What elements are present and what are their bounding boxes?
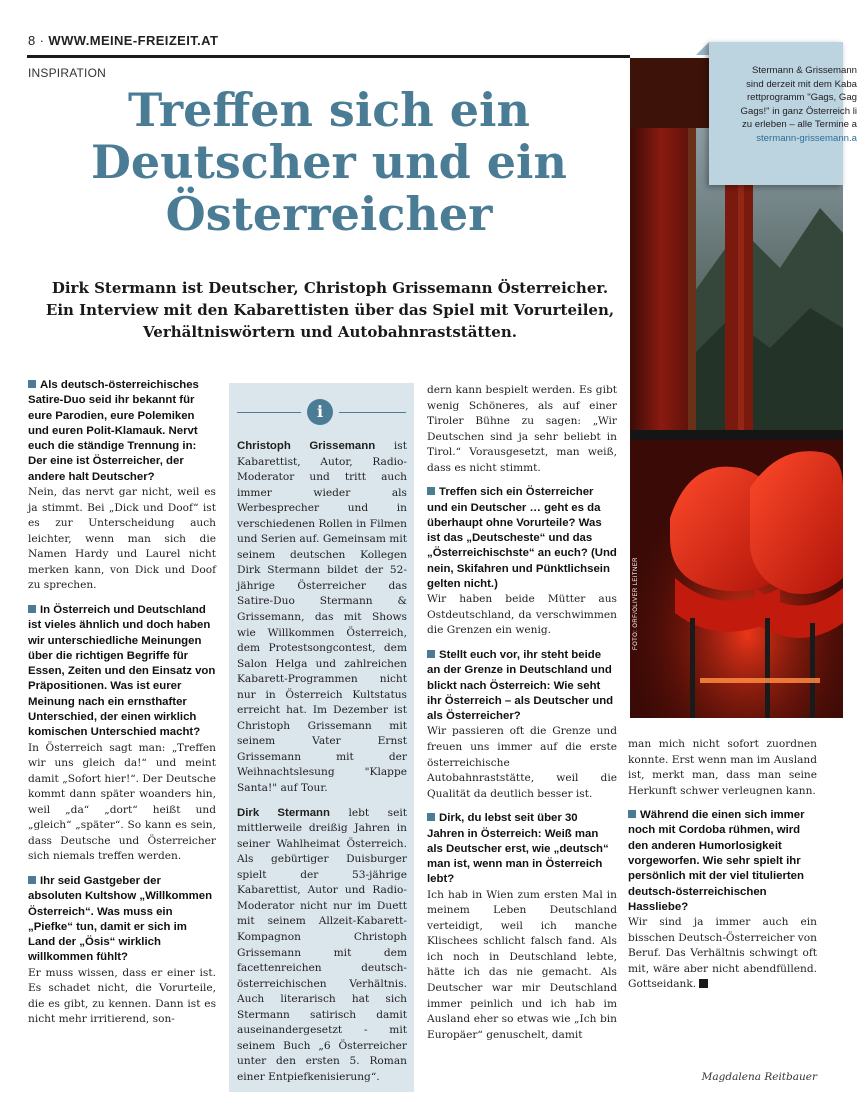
interview-question: Dirk, du lebst seit über 30 Jahren in Österreich: Weiß man als Deutscher erst, wie „deutsch“ man ist, wenn man in Österreich lebt? bbox=[427, 812, 609, 886]
interview-answer: Wir haben beide Mütter aus Ostdeutschland, da verschwimmen die Grenzen ein wenig. bbox=[427, 593, 617, 637]
end-of-article-icon bbox=[699, 979, 708, 988]
photo-credit: FOTO: ORF/OLIVER LEITNER bbox=[633, 557, 639, 650]
question-marker-icon bbox=[28, 605, 36, 613]
article-lead bbox=[40, 277, 620, 343]
interview-question: Stellt euch vor, ihr steht beide an der Grenze in Deutschland und blickt nach Österreich: Wie seht ihr Österreich – als Deutscher und als Österreicher? bbox=[427, 649, 614, 723]
person-name: Dirk Stermann bbox=[237, 806, 330, 819]
callout-link[interactable]: stermann-grissemann.a bbox=[756, 132, 857, 144]
site-url[interactable]: WWW.MEINE-FREIZEIT.AT bbox=[48, 33, 219, 48]
info-rule-left bbox=[237, 412, 301, 413]
interview-question: Treffen sich ein Österreicher und ein Deutscher … geht es da überhaupt ohne Vorurteile? Was ist das „Deutscheste“ und das „Österreichischste“ an euch? (Und nein, Skifahren und Pünktlichsein gelten nicht.) bbox=[427, 486, 617, 591]
page-header bbox=[28, 33, 218, 48]
article-headline bbox=[28, 84, 630, 240]
interview-question: Als deutsch-österreichisches Satire-Duo seid ihr bekannt für eure Parodien, eure Polemiken und euren Polit-Klamauk. Nervt euch die ständige Trennung in: Der eine ist Österreicher, der andere halt Deutscher? bbox=[28, 379, 199, 483]
lead-line: Verhältniswörtern und Autobahnraststätten. bbox=[143, 323, 517, 341]
interview-question: In Österreich und Deutschland ist vieles ähnlich und doch haben wir unterschiedliche Meinungen über die richtigen Begriffe für Essen, Zeiten und den Einsatz von Präpositionen. Was ist eurer Meinung nach ein ernsthafter Unterschied, der einen wirklich komischen Unterschied macht? bbox=[28, 603, 216, 739]
question-marker-icon bbox=[28, 380, 36, 388]
headline-line: Österreicher bbox=[165, 187, 493, 241]
question-marker-icon bbox=[427, 650, 435, 658]
question-marker-icon bbox=[28, 876, 36, 884]
info-rule-right bbox=[339, 412, 406, 413]
question-marker-icon bbox=[628, 810, 636, 818]
interview-answer: Er muss wissen, dass er einer ist. Es schadet nicht, die Vorurteile, die es gibt, zu kennen. Dann ist es nicht mehr irritierend, son- bbox=[28, 966, 216, 1026]
info-paragraph: Dirk Stermann lebt seit mittlerweile dreißig Jahren in seiner Wahlheimat Österreich. Als gebürtiger Duisburger spielt der 53-jährige Kabarettist, Autor und Radio-Moderator nicht nur im Duett mit seinem Allzeit-Kabarett-Kompagnon Christoph Grissemann mit dem facettenreichen deutsch-österreichischen Verhältnis. Auch literarisch hat sich Stermann satirisch damit auseinandergesetzt - mit seinem Buch „6 Österreicher unter den ersten 5. Roman einer Entpiefkenisierung“. bbox=[237, 806, 407, 1083]
interview-answer: dern kann bespielt werden. Es gibt wenig Schöneres, als auf einer Tiroler Bühne zu sagen: „Wir Deutschen sind ja sehr beliebt in Tirol.“ Vorausgesetzt, man weiß, dass es nicht stimmt. bbox=[427, 384, 617, 474]
interview-answer: man mich nicht sofort zuordnen konnte. Erst wenn man im Ausland ist, merkt man, dass man seine Herkunft schwer verleugnen kann. bbox=[628, 738, 817, 797]
section-kicker: INSPIRATION bbox=[28, 66, 106, 80]
person-name: Christoph Grissemann bbox=[237, 440, 376, 452]
interview-answer: Nein, das nervt gar nicht, weil es ja stimmt. Bei „Dick und Doof“ ist es zur Unterscheidung auch leichter, wenn man sich die Namen Hardy und Laurel nicht merken kann, von Dick und Doof zu sprechen. bbox=[28, 486, 216, 592]
article-column-4 bbox=[628, 737, 817, 1037]
interview-answer: In Österreich sagt man: „Treffen wir uns gleich da!“ und meint damit „Sofort hier!“. Der Deutsche kommt dann später woanders hin, weil „da“ „dort“ heißt und „gleich“ „später“. So kann es sein, dass Deutsche und Österreicher sich niemals treffen werden. bbox=[28, 741, 216, 863]
interview-answer: Wir sind ja immer auch ein bisschen Deutsch-Österreicher von Beruf. Das Verhältnis schwingt oft mit, wäre aber nicht abendfüllend. Gottseidank. bbox=[628, 916, 817, 991]
interview-question: Während die einen sich immer noch mit Cordoba rühmen, wird den anderen Humorlosigkeit vorgeworfen. Wie sehr spielt ihr persönlich mit der viel titulierten deutsch-österreichischen Hassliebe? bbox=[628, 809, 805, 913]
author-byline: Magdalena Reitbauer bbox=[701, 1071, 817, 1083]
info-box-text bbox=[237, 439, 407, 1085]
info-paragraph: Christoph Grissemann ist Kabarettist, Autor, Radio-Moderator und tritt auch immer wieder als Werbesprecher und in verschiedenen Rollen in Filmen und Serien auf. Gemeinsam mit seinem deutschen Kollegen Dirk Stermann bildet der 52-jährige Österreicher das Satire-Duo Stermann & Grissemann, das mit Shows wie Willkommen Österreich, dem Protestsongcontest, dem Salon Helga und zahlreichen Kabarett-Programmen nicht nur in Österreich Kultstatus erreicht hat. Im Dezember ist Christoph Grissemann mit seinem Vater Ernst Grissemann mit der Weihnachtslesung "Klappe Santa!" auf Tour. bbox=[237, 440, 407, 795]
tour-callout bbox=[709, 42, 857, 185]
header-rule bbox=[27, 55, 630, 58]
headline-line: Treffen sich ein bbox=[128, 83, 530, 137]
callout-text: Stermann & Grissemann sind derzeit mit dem Kaba rettprogramm "Gags, Gag Gags!" in ganz Österreich li zu erleben – alle Termine a stermann-grissemann.a bbox=[727, 64, 857, 146]
header-separator: · bbox=[39, 33, 45, 48]
info-icon: i bbox=[307, 399, 333, 425]
interview-answer: Ich hab in Wien zum ersten Mal in meinem Leben Deutschland verteidigt, weil ich manche Klischees schlicht falsch fand. Als ich noch in Deutschland lebte, hätte ich das nie gemacht. Als Deutscher war mir Deutschland immer peinlich und ich hab im Ausland eher so etwas wie „Ich bin Europäer“ genuschelt, damit bbox=[427, 888, 617, 1041]
headline-line: Deutscher und ein bbox=[91, 135, 567, 189]
callout-fold bbox=[696, 42, 709, 55]
article-column-3 bbox=[427, 383, 617, 1089]
lead-line: Dirk Stermann ist Deutscher, Christoph Grissemann Österreicher. bbox=[51, 279, 609, 297]
article-column-1 bbox=[28, 378, 216, 1098]
lead-line: Ein Interview mit den Kabarettisten über das Spiel mit Vorurteilen, bbox=[45, 301, 615, 319]
info-box bbox=[229, 383, 414, 1092]
interview-answer: Wir passieren oft die Grenze und freuen uns immer auf die erste österreichische Autobahnraststätte, weil die Qualität da deutlich besser ist. bbox=[427, 725, 617, 800]
question-marker-icon bbox=[427, 813, 435, 821]
question-marker-icon bbox=[427, 487, 435, 495]
page-number: 8 bbox=[28, 33, 36, 48]
interview-question: Ihr seid Gastgeber der absoluten Kultshow „Willkommen Österreich“. Was muss ein „Piefke“ tun, damit er sich im Land der „Ösis“ wirklich willkommen fühlt? bbox=[28, 874, 213, 964]
